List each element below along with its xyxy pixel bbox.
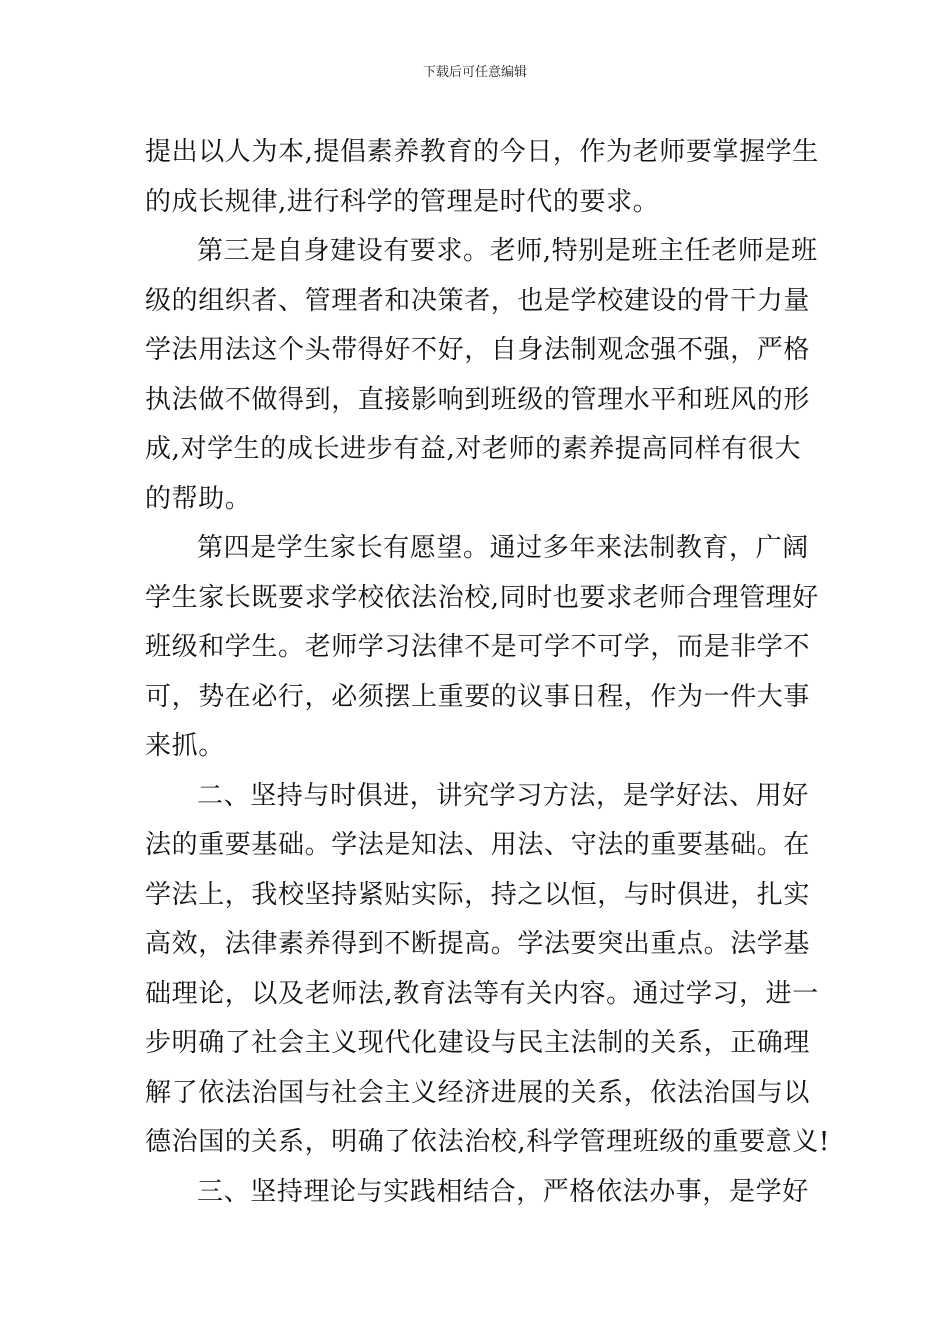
document-body <box>145 128 830 1217</box>
text-line: 班级和学生。老师学习法律不是可学不可学，而是非学不 <box>145 632 811 662</box>
text-line: 级的组织者、管理者和决策者，也是学校建设的骨干力量 <box>145 285 811 316</box>
text-line: 学生家长既要求学校依法治校,同时也要求老师合理管理好 <box>145 582 819 613</box>
text-line: 学法上，我校坚持紧贴实际，持之以恒，与时俱进，扎实 <box>145 879 811 910</box>
text-line: 来抓。 <box>145 731 225 761</box>
text-line: 法的重要基础。学法是知法、用法、守法的重要基础。在 <box>145 830 811 860</box>
text-line: 成,对学生的成长进步有益,对老师的素养提高同样有很大 <box>145 434 802 464</box>
text-line: 三、坚持理论与实践相结合，严格依法办事，是学好 <box>197 1176 809 1207</box>
text-line: 的帮助。 <box>145 483 252 514</box>
text-line: 二、坚持与时俱进，讲究学习方法，是学好法、用好 <box>197 780 809 811</box>
text-line: 学法用法这个头带得好不好，自身法制观念强不强，严格 <box>145 335 811 365</box>
text-line: 执法做不做得到，直接影响到班级的管理水平和班风的形 <box>145 384 811 415</box>
page-header: 下载后可任意编辑 <box>422 65 527 80</box>
text-line: 步明确了社会主义现代化建设与民主法制的关系，正确理 <box>145 1028 811 1058</box>
text-line: 可，势在必行，必须摆上重要的议事日程，作为一件大事 <box>145 681 811 712</box>
text-line: 第三是自身建设有要求。老师,特别是班主任老师是班 <box>197 236 818 266</box>
text-line: 础理论，以及老师法,教育法等有关内容。通过学习，进一 <box>145 978 819 1009</box>
text-line: 提出以人为本,提倡素养教育的今日，作为老师要掌握学生 <box>145 137 819 167</box>
text-line: 解了依法治国与社会主义经济进展的关系，依法治国与以 <box>145 1077 811 1108</box>
text-line: 德治国的关系，明确了依法治校,科学管理班级的重要意义! <box>145 1127 830 1157</box>
text-line: 的成长规律,进行科学的管理是时代的要求。 <box>145 186 660 217</box>
text-line: 高效，法律素养得到不断提高。学法要突出重点。法学基 <box>145 929 811 959</box>
text-line: 第四是学生家长有愿望。通过多年来法制教育，广阔 <box>197 533 809 563</box>
